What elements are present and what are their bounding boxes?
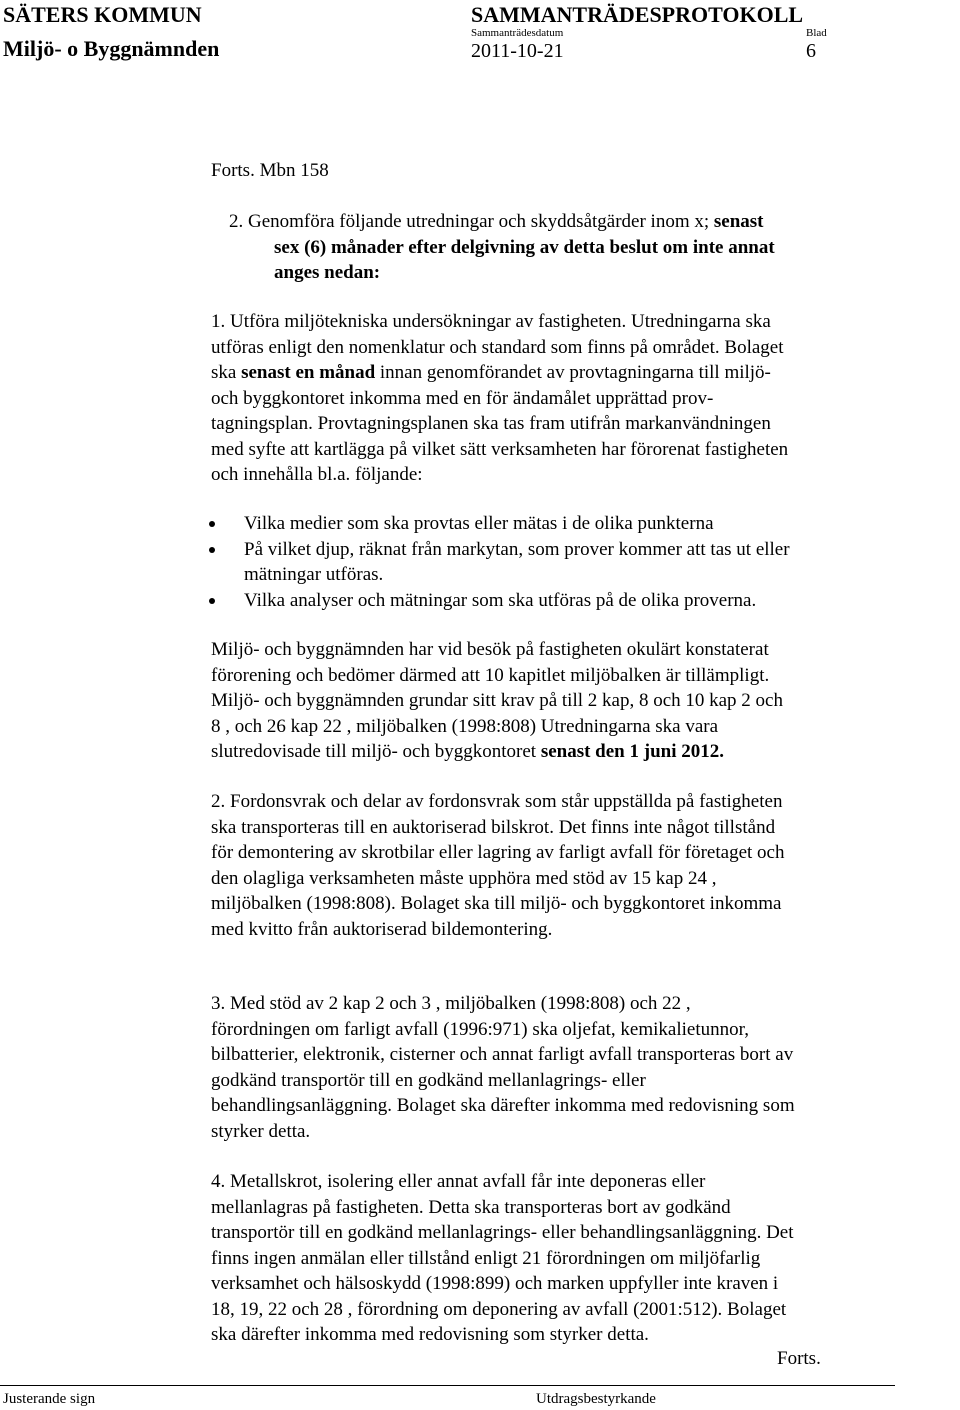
list-item: Vilka analyser och mätningar som ska utföras på de olika proverna.: [207, 588, 907, 614]
section-3-line: 3. Med stöd av 2 kap 2 och 3 , miljöbalken (1998:808) och 22 ,: [211, 993, 691, 1014]
committee-name: Miljö- o Byggnämnden: [3, 36, 220, 61]
assessment-line: slutredovisade till miljö- och byggkontoret senast den 1 juni 2012.: [211, 741, 724, 762]
page-label: Blad: [806, 27, 827, 39]
section-3-line: behandlingsanläggning. Bolaget ska därefter inkomma med redovisning som: [211, 1095, 795, 1116]
section-2: [211, 789, 901, 942]
org-name: SÄTERS KOMMUN: [3, 2, 202, 27]
section-2-line: med kvitto från auktoriserad bildemontering.: [211, 918, 553, 940]
section-3-line: godkänd transportör till en godkänd mellanlagrings- eller: [211, 1069, 646, 1091]
section-3-line: bilbatterier, elektronik, cisterner och annat farligt avfall transporteras bort av: [211, 1044, 794, 1065]
page-number: 6: [806, 40, 816, 62]
item2-intro: [229, 209, 919, 286]
section-1-line: 1. Utföra miljötekniska undersökningar av fastigheten. Utredningarna ska: [211, 311, 771, 332]
bullet-icon: [209, 521, 215, 527]
section-2-line: ska transporteras till en auktoriserad bilskrot. Det finns inte något tillstånd: [211, 816, 776, 838]
footer-divider: [0, 1385, 895, 1386]
section-4-line: ska därefter inkomma med redovisning som styrker detta.: [211, 1324, 649, 1345]
section-3-line: styrker detta.: [211, 1120, 311, 1142]
section-1: [211, 309, 901, 488]
item2-intro-line-2: sex (6) månader efter delgivning av detta beslut om inte annat: [274, 236, 775, 258]
bullet-icon: [209, 598, 215, 604]
section-2-line: för demontering av skrotbilar eller lagring av farligt avfall för företaget och: [211, 842, 785, 863]
section-1-line: med syfte att kartlägga på vilket sätt verksamheten har förorenat fastigheten: [211, 438, 789, 460]
footer-signature-label: Justerande sign: [3, 1391, 96, 1407]
footer-certification-label: Utdragsbestyrkande: [536, 1391, 656, 1407]
bullet-list: [207, 511, 907, 613]
date-label: Sammanträdesdatum: [471, 27, 564, 39]
section-2-line: 2. Fordonsvrak och delar av fordonsvrak som står uppställda på fastigheten: [211, 791, 783, 812]
assessment-line: 8 , och 26 kap 22 , miljöbalken (1998:808) Utredningarna ska vara: [211, 715, 719, 737]
section-3: [211, 991, 901, 1144]
bullet-icon: [209, 547, 215, 553]
list-item: På vilket djup, räknat från markytan, som prover kommer att tas ut eller mätningar utföras.: [207, 537, 907, 588]
assessment-line: Miljö- och byggnämnden grundar sitt krav på till 2 kap, 8 och 10 kap 2 och: [211, 690, 783, 711]
item2-intro-line-1: 2. Genomföra följande utredningar och skyddsåtgärder inom x; senast: [229, 211, 764, 232]
item2-intro-line-3: anges nedan:: [274, 262, 381, 283]
section-2-line: den olagliga verksamheten måste upphöra med stöd av 15 kap 24 ,: [211, 867, 717, 889]
section-4-line: 18, 19, 22 och 28 , förordning om deponering av avfall (2001:512). Bolaget: [211, 1298, 787, 1320]
section-1-line: och innehålla bl.a. följande:: [211, 464, 423, 485]
section-4-line: transportör till en godkänd mellanlagrings- eller behandlingsanläggning. Det: [211, 1222, 794, 1243]
continuation-heading-text: Forts. Mbn 158: [211, 160, 329, 181]
section-1-line: ska senast en månad innan genomförandet av provtagningarna till miljö-: [211, 362, 771, 383]
section-2-line: miljöbalken (1998:808). Bolaget ska till miljö- och byggkontoret inkomma: [211, 893, 782, 914]
section-4-line: verksamhet och hälsoskydd (1998:899) och marken uppfyller inte kraven i: [211, 1273, 779, 1294]
continuation-footer: Forts.: [777, 1348, 821, 1369]
section-1-line: och byggkontoret inkomma med en för ändamålet upprättad prov-: [211, 387, 714, 409]
assessment-line: förorening och bedömer därmed att 10 kapitlet miljöbalken är tillämpligt.: [211, 664, 770, 686]
document-type: SAMMANTRÄDESPROTOKOLL: [471, 2, 804, 27]
list-item: Vilka medier som ska provtas eller mätas i de olika punkterna: [207, 511, 907, 537]
section-3-line: förordningen om farligt avfall (1996:971) ska oljefat, kemikalietunnor,: [211, 1018, 749, 1040]
section-4: [211, 1169, 901, 1348]
section-1-line: tagningsplan. Provtagningsplanen ska tas fram utifrån markanvändningen: [211, 413, 771, 434]
section-4-line: mellanlagras på fastigheten. Detta ska transporteras bort av godkänd: [211, 1196, 731, 1218]
section-4-line: finns ingen anmälan eller tillstånd enligt 21 förordningen om miljöfarlig: [211, 1247, 761, 1269]
meeting-date: 2011-10-21: [471, 40, 564, 62]
assessment-paragraph: [211, 637, 901, 765]
continuation-heading: [211, 158, 901, 184]
assessment-line: Miljö- och byggnämnden har vid besök på fastigheten okulärt konstaterat: [211, 639, 769, 660]
section-1-line: utföras enligt den nomenklatur och standard som finns på området. Bolaget: [211, 336, 784, 358]
section-4-line: 4. Metallskrot, isolering eller annat avfall får inte deponeras eller: [211, 1171, 706, 1192]
